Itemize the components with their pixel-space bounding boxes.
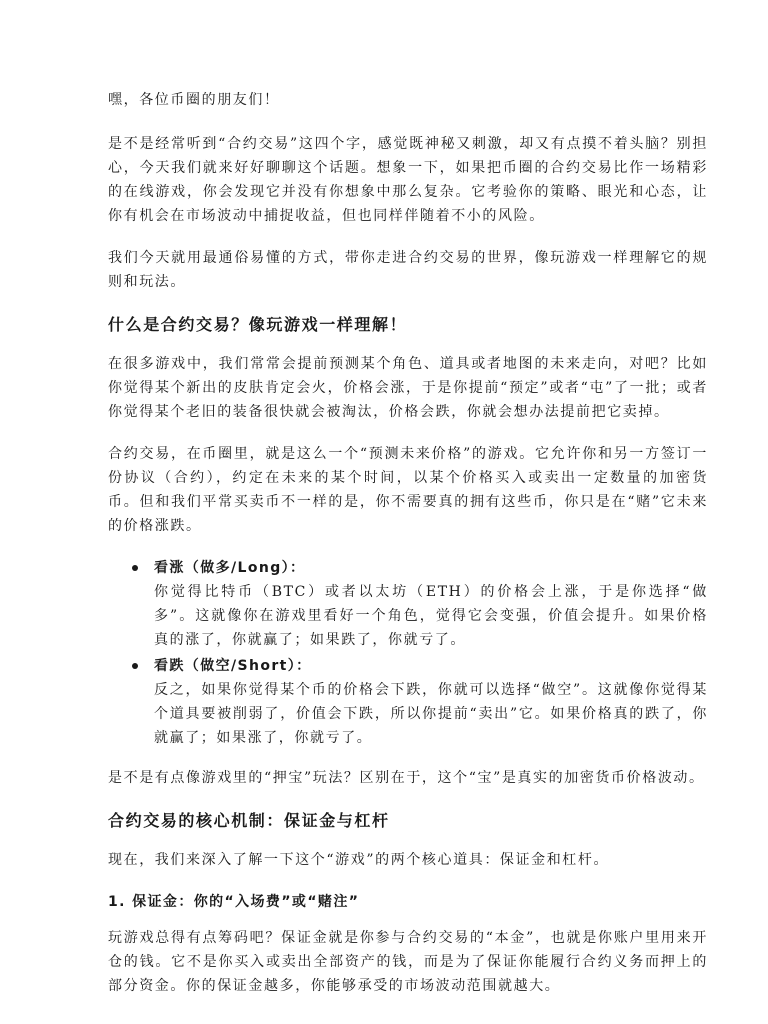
greeting: 嘿，各位币圈的朋友们！ xyxy=(108,92,280,108)
list-item-body: 反之，如果你觉得某个币的价格会下跌，你就可以选择“做空”。这就像你觉得某个道具要被削弱了，价值会下跌，所以你提前“卖出”它。如果价格真的跌了，你就赢了；如果涨了，你就亏了。 xyxy=(154,682,708,746)
section-heading-what-is-contract: 什么是合约交易？像玩游戏一样理解！ xyxy=(108,315,408,334)
list-item-title: 看跌（做空/Short）： xyxy=(154,658,312,674)
margin-paragraph: 玩游戏总得有点筹码吧？保证金就是你参与合约交易的“本金”，也就是你账户里用来开仓的钱。它不是你买入或卖出全部资产的钱，而是为了保证你能履行合约义务而押上的部分资金。你的保证金越多，你能够承受的市场波动范围就越大。 xyxy=(108,930,708,994)
list-item-title: 看涨（做多/Long）： xyxy=(154,560,306,576)
bullet-dot-icon xyxy=(132,565,138,571)
bullet-dot-icon xyxy=(132,663,138,669)
section1-paragraph-3: 是不是有点像游戏里的“押宝”玩法？区别在于，这个“宝”是真实的加密货币价格波动。 xyxy=(108,770,705,786)
section1-paragraph-1: 在很多游戏中，我们常常会提前预测某个角色、道具或者地图的未来走向，对吧？比如你觉得某个新出的皮肤肯定会火，价格会涨，于是你提前“预定”或者“屯”了一批；或者你觉得某个老旧的装备很快就会被淘汰，价格会跌，你就会想办法提前把它卖掉。 xyxy=(108,356,708,420)
article xyxy=(108,88,708,1016)
subheading-margin: 1. 保证金：你的“入场费”或“赌注” xyxy=(108,894,360,910)
list-item-short xyxy=(130,654,708,750)
list-item-long xyxy=(130,556,708,652)
section-heading-core-mechanism: 合约交易的核心机制：保证金与杠杆 xyxy=(108,811,390,830)
long-short-list xyxy=(108,556,708,750)
intro-paragraph-2: 我们今天就用最通俗易懂的方式，带你走进合约交易的世界，像玩游戏一样理解它的规则和玩法。 xyxy=(108,250,708,290)
list-item-body: 你觉得比特币（BTC）或者以太坊（ETH）的价格会上涨，于是你选择“做多”。这就像你在游戏里看好一个角色，觉得它会变强，价值会提升。如果价格真的涨了，你就赢了；如果跌了，你就亏了。 xyxy=(154,584,708,648)
intro-paragraph-1: 是不是经常听到“合约交易”这四个字，感觉既神秘又刺激，却又有点摸不着头脑？别担心，今天我们就来好好聊聊这个话题。想象一下，如果把币圈的合约交易比作一场精彩的在线游戏，你会发现它并没有你想象中那么复杂。它考验你的策略、眼光和心态，让你有机会在市场波动中捕捉收益，但也同样伴随着不小的风险。 xyxy=(108,136,708,224)
section2-paragraph-1: 现在，我们来深入了解一下这个“游戏”的两个核心道具：保证金和杠杆。 xyxy=(108,852,610,868)
section1-paragraph-2: 合约交易，在币圈里，就是这么一个“预测未来价格”的游戏。它允许你和另一方签订一份协议（合约），约定在未来的某个时间，以某个价格买入或卖出一定数量的加密货币。但和我们平常买卖币不一样的是，你不需要真的拥有这些币，你只是在“赌”它未来的价格涨跌。 xyxy=(108,446,708,534)
